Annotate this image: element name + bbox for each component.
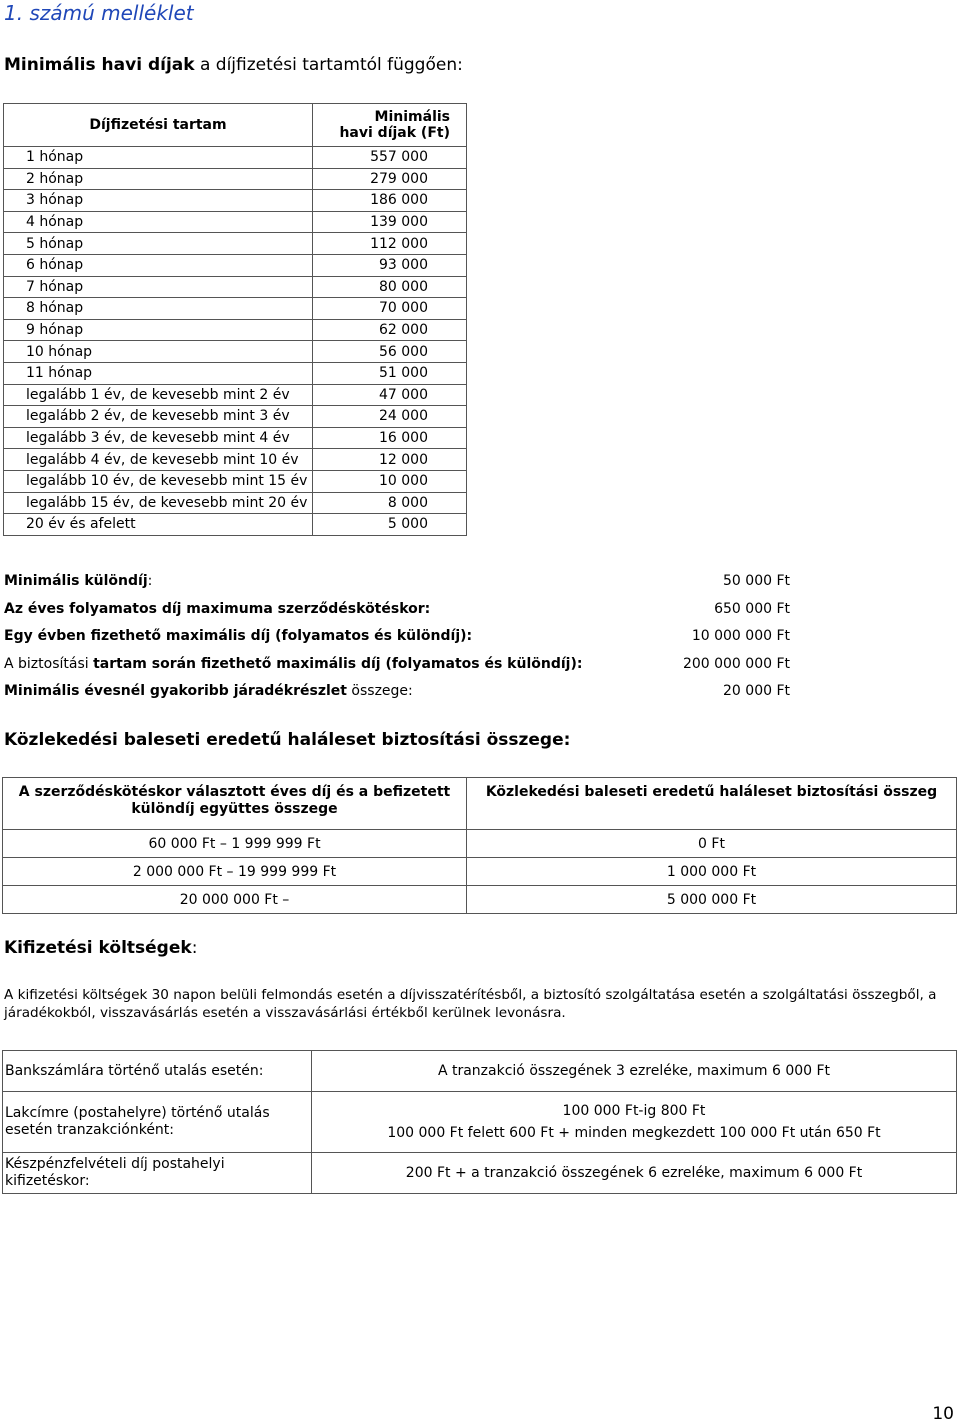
fee-cell: 8 000 [313,492,467,514]
fee-cell: 93 000 [313,254,467,276]
limit-row [4,651,794,679]
premium-range-cell: 60 000 Ft – 1 999 999 Ft [3,830,467,858]
traffic-death-table [2,777,957,914]
premium-range-cell: 2 000 000 Ft – 19 999 999 Ft [3,858,467,886]
table-row [3,830,957,858]
fee-cell: 70 000 [313,298,467,320]
fee-cell: 16 000 [313,427,467,449]
term-cell: 2 hónap [4,168,313,190]
cost-value-line1: 200 Ft + a tranzakció összegének 6 ezreléke, maximum 6 000 Ft [405,1165,863,1181]
limit-label [4,678,413,706]
section-title-payout-costs [4,938,197,958]
table-row [4,298,467,320]
table-row [4,362,467,384]
term-cell: 11 hónap [4,362,313,384]
limit-label [4,596,430,624]
cost-value-line1: 100 000 Ft-ig 800 Ft [562,1103,706,1119]
annex-title: 1. számú melléklet [4,1,194,25]
table-row [4,254,467,276]
fee-cell: 279 000 [313,168,467,190]
table-row [4,406,467,428]
cost-label-cell: Bankszámlára történő utalás esetén: [3,1051,312,1092]
table-header-row [4,104,467,147]
cost-value-line2: 100 000 Ft felett 600 Ft + minden megkezdett 100 000 Ft után 650 Ft [387,1125,881,1141]
section-title-rest: a díjfizetési tartamtól függően: [194,55,463,75]
limit-label-bold: Minimális különdíj [4,573,148,589]
term-cell: legalább 15 év, de kevesebb mint 20 év [4,492,313,514]
limit-row [4,568,794,596]
cost-value-cell [312,1051,957,1092]
table-row [4,384,467,406]
term-cell: legalább 4 év, de kevesebb mint 10 év [4,449,313,471]
table-row [3,1051,957,1092]
limits-block [4,568,794,706]
fee-cell: 80 000 [313,276,467,298]
limit-value: 200 000 000 Ft [682,655,790,672]
limit-value: 650 000 Ft [714,600,790,617]
limit-label-plain: A biztosítási [4,655,94,672]
table-row [4,168,467,190]
fee-cell: 186 000 [313,190,467,212]
header-combined-premium: A szerződéskötéskor választott éves díj és a befizetett különdíj együttes összege [3,778,467,830]
term-cell: 7 hónap [4,276,313,298]
term-cell: 1 hónap [4,147,313,169]
table-row [4,276,467,298]
term-cell: 6 hónap [4,254,313,276]
cost-value-line1: A tranzakció összegének 3 ezreléke, maximum 6 000 Ft [437,1063,831,1079]
limit-value: 50 000 Ft [723,573,790,589]
header-fee-line2: havi díjak (Ft) [339,125,450,141]
term-cell: 5 hónap [4,233,313,255]
fee-cell: 51 000 [313,362,467,384]
limit-row [4,596,794,624]
table-row [3,1092,957,1153]
table-row [4,147,467,169]
header-death-sum: Közlekedési baleseti eredetű haláleset biztosítási összeg [467,778,957,830]
term-cell: 8 hónap [4,298,313,320]
premium-range-cell: 20 000 000 Ft – [3,886,467,914]
fee-cell: 56 000 [313,341,467,363]
min-fee-table [3,103,467,536]
section-title-bold: Kifizetési költségek [4,938,192,958]
limit-label-bold: Az éves folyamatos díj maximuma szerződéskötéskor: [4,600,431,617]
term-cell: legalább 2 év, de kevesebb mint 3 év [4,406,313,428]
table-row [4,449,467,471]
payout-costs-paragraph: A kifizetési költségek 30 napon belüli felmondás esetén a díjvisszatérítésből, a biztosító szolgáltatása esetén a szolgáltatási összegből, a járadékokból, visszavásárlás esetén a visszavásárlási értékből kerülnek levonásra. [4,987,937,1021]
cost-value-cell [312,1092,957,1153]
limit-label [4,651,582,679]
traffic-death-table-body [3,830,957,914]
fee-cell: 139 000 [313,211,467,233]
payout-costs-table-body [3,1051,957,1194]
table-row [4,190,467,212]
section-title-min-fees [4,55,463,75]
header-term: Díjfizetési tartam [4,104,313,147]
limit-label [4,623,472,651]
fee-cell: 47 000 [313,384,467,406]
table-row [4,233,467,255]
table-row [3,858,957,886]
term-cell: legalább 3 év, de kevesebb mint 4 év [4,427,313,449]
table-row [4,211,467,233]
fee-cell: 12 000 [313,449,467,471]
header-fee [313,104,467,147]
cost-label-cell: Készpénzfelvételi díj postahelyi kifizetéskor: [3,1153,312,1194]
page-number: 10 [932,1404,954,1424]
limit-row [4,678,794,706]
table-row [4,492,467,514]
limit-label-bold: tartam során fizethető maximális díj (folyamatos és különdíj): [93,655,583,672]
header-fee-line1: Minimális [374,109,450,125]
limit-label-bold: Egy évben fizethető maximális díj (folyamatos és különdíj): [4,628,473,644]
fee-cell: 62 000 [313,319,467,341]
term-cell: 9 hónap [4,319,313,341]
cost-label-cell: Lakcímre (postahelyre) történő utalás esetén tranzakciónként: [3,1092,312,1153]
limit-label-rest: : [147,573,153,589]
death-sum-cell: 5 000 000 Ft [467,886,957,914]
table-row [4,427,467,449]
death-sum-cell: 1 000 000 Ft [467,858,957,886]
min-fee-table-body [4,147,467,536]
section-title-bold: Minimális havi díjak [4,55,195,75]
limit-value: 20 000 Ft [723,683,790,699]
limit-label-bold: Minimális évesnél gyakoribb járadékrészlet [4,683,347,699]
table-row [3,1153,957,1194]
table-header-row [3,778,957,830]
table-row [4,470,467,492]
table-row [4,319,467,341]
fee-cell: 24 000 [313,406,467,428]
term-cell: 4 hónap [4,211,313,233]
fee-cell: 10 000 [313,470,467,492]
fee-cell: 5 000 [313,514,467,536]
fee-cell: 112 000 [313,233,467,255]
fee-cell: 557 000 [313,147,467,169]
table-row [3,886,957,914]
term-cell: 3 hónap [4,190,313,212]
limit-row [4,623,794,651]
table-row [4,514,467,536]
payout-costs-table [2,1050,957,1194]
death-sum-cell: 0 Ft [467,830,957,858]
term-cell: legalább 1 év, de kevesebb mint 2 év [4,384,313,406]
table-row [4,341,467,363]
section-title-rest: : [191,938,198,958]
term-cell: 20 év és afelett [4,514,313,536]
limit-label [4,568,152,596]
limit-label-rest: összege: [346,683,413,699]
section-title-traffic-death: Közlekedési baleseti eredetű haláleset biztosítási összege: [4,730,571,750]
limit-value: 10 000 000 Ft [691,628,790,644]
term-cell: legalább 10 év, de kevesebb mint 15 év [4,470,313,492]
cost-value-cell [312,1153,957,1194]
term-cell: 10 hónap [4,341,313,363]
